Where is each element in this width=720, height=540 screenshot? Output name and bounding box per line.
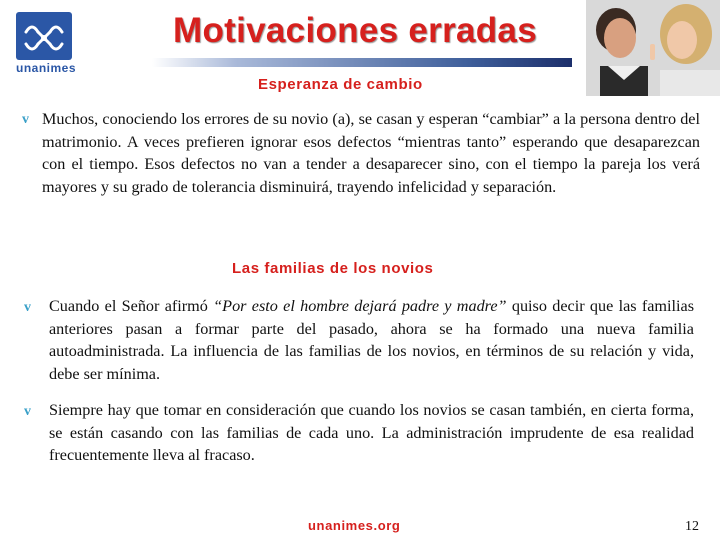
- bullet-icon: v: [22, 112, 29, 127]
- page-number: 12: [685, 519, 699, 534]
- footer-site-name: unanimes.org: [308, 518, 401, 533]
- bullet-icon: v: [24, 404, 31, 419]
- paragraph-text: quiso decir que las familias anteriores pasan a formar parte del pasado, ahora se ha formado una nueva familia autoadministrada. La influencia de las familias de los novios, en términos de su relación y vida, debe ser mínima.: [49, 297, 694, 383]
- paragraph-familias: [49, 295, 694, 385]
- paragraph-consideracion: Siempre hay que tomar en consideración que cuando los novios se casan también, en cierta forma, se están casando con las familias de cada uno. La administración imprudente de esa realidad frecuentemente lleva al fracaso.: [49, 401, 694, 465]
- section-heading-esperanza: Esperanza de cambio: [258, 76, 423, 93]
- paragraph-esperanza: Muchos, conociendo los errores de su novio (a), se casan y esperan “cambiar” a la persona dentro del matrimonio. A veces prefieren ignorar esos defectos “mientras tanto” esperando que desaparezcan con el tiempo. Esos defectos no van a tender a desaparecer sino, con el tiempo la pareja los verá mayores y su grado de tolerancia disminuirá, trayendo infelicidad y separación.: [42, 110, 700, 196]
- couple-arguing-photo: [586, 0, 720, 96]
- logo-icon: [16, 12, 72, 60]
- bullet-icon: v: [24, 300, 31, 315]
- paragraph-text: Cuando el Señor afirmó: [49, 297, 214, 315]
- section-heading-familias: Las familias de los novios: [232, 260, 434, 277]
- title-underline: [152, 58, 572, 67]
- page-title: Motivaciones erradas: [173, 11, 537, 50]
- bible-quote: “Por esto el hombre dejará padre y madre”: [213, 297, 507, 315]
- logo-wordmark: unanimes: [15, 61, 76, 75]
